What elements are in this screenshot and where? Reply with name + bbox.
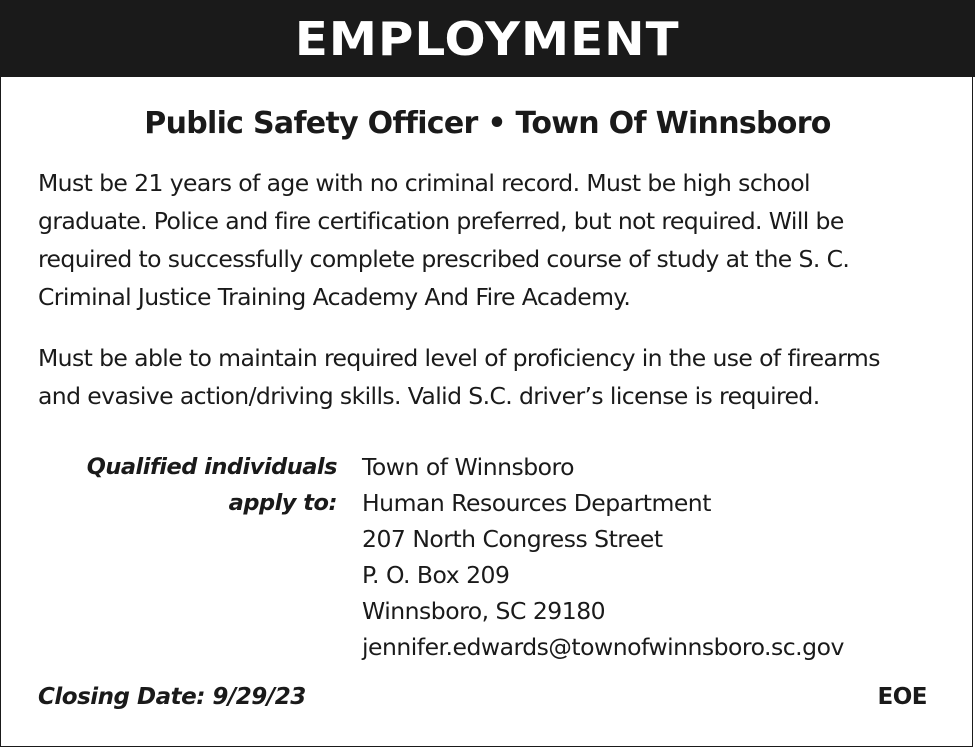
banner-title: EMPLOYMENT	[295, 11, 680, 66]
address-po-box: P. O. Box 209	[362, 561, 510, 589]
skills-line: and evasive action/driving skills. Valid S.C. driver’s license is required.	[38, 382, 820, 410]
apply-label	[87, 449, 337, 521]
requirements-line: Must be 21 years of age with no criminal record. Must be high school	[38, 169, 810, 197]
employment-banner	[0, 0, 975, 77]
requirements-line: required to successfully complete prescribed course of study at the S. C.	[38, 245, 850, 273]
address-department: Human Resources Department	[362, 489, 711, 517]
address-city-state-zip: Winnsboro, SC 29180	[362, 597, 606, 625]
job-title: Public Safety Officer • Town Of Winnsboro	[144, 106, 831, 141]
skills-line: Must be able to maintain required level of proficiency in the use of firearms	[38, 344, 880, 372]
address-street: 207 North Congress Street	[362, 525, 663, 553]
contact-email: jennifer.edwards@townofwinnsboro.sc.gov	[362, 633, 844, 661]
requirements-line: graduate. Police and fire certification preferred, but not required. Will be	[38, 207, 844, 235]
requirements-paragraph	[38, 164, 948, 316]
closing-date: Closing Date: 9/29/23	[38, 684, 306, 710]
eoe-label: EOE	[877, 684, 927, 710]
skills-paragraph	[38, 339, 948, 415]
mailing-address	[362, 449, 844, 665]
address-organization: Town of Winnsboro	[362, 453, 575, 481]
apply-label-line: Qualified individuals	[86, 454, 337, 480]
apply-label-line: apply to:	[228, 490, 337, 516]
requirements-line: Criminal Justice Training Academy And Fire Academy.	[38, 283, 631, 311]
